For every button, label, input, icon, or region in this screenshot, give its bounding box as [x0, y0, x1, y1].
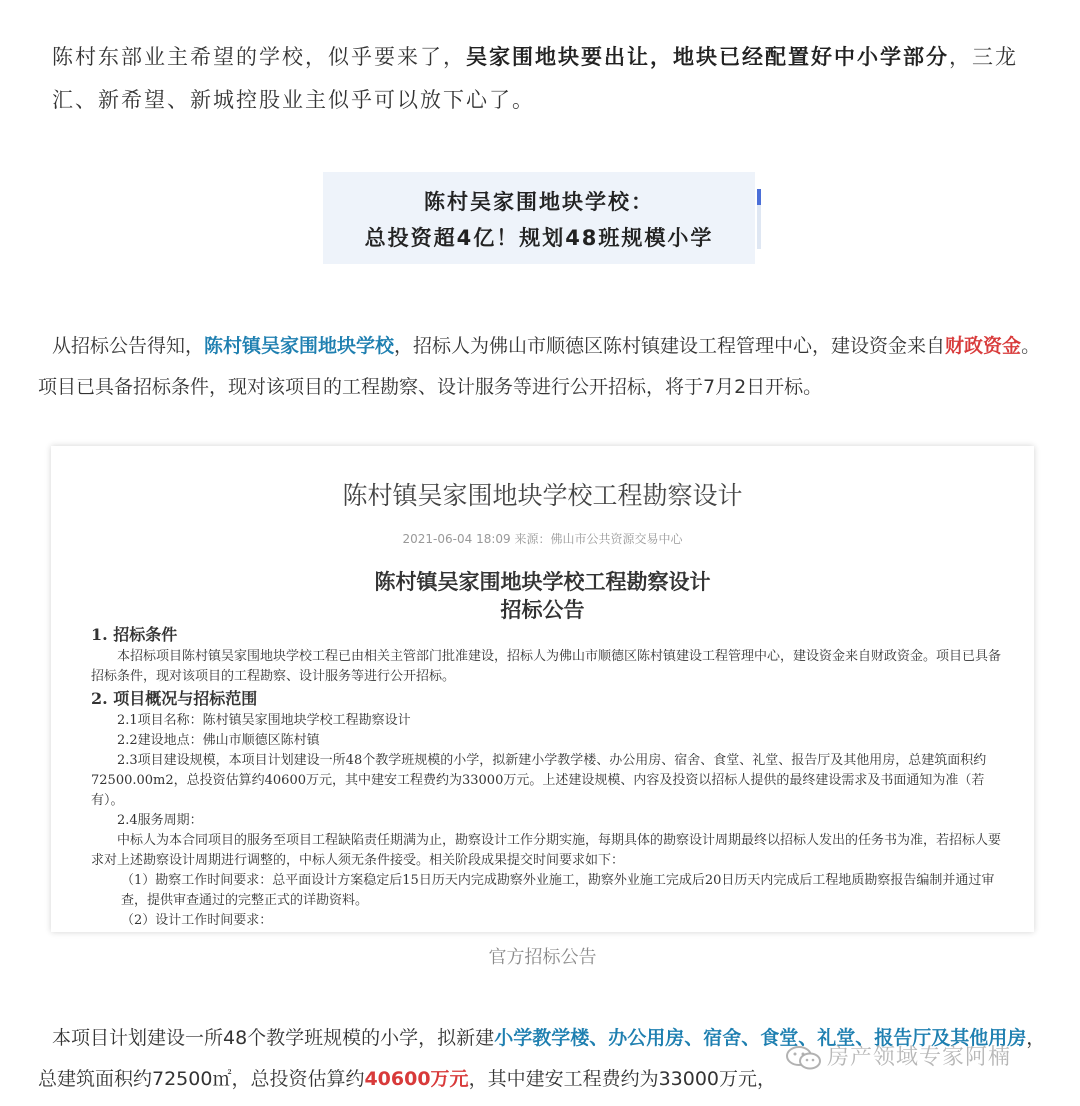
- section-heading-line1: 陈村吴家围地块学校：: [424, 190, 654, 214]
- para2-highlight-funds: 财政资金: [945, 335, 1022, 357]
- doc-paragraph-1: 本招标项目陈村镇吴家围地块学校工程已由相关主管部门批准建设，招标人为佛山市顺德区陈村镇建设工程管理中心，建设资金来自财政资金。项目已具备招标条件，现对该项目的工程勘察、设计服务等进行公开招标。: [91, 649, 1002, 684]
- para3-text-2: ，总建筑面积约72500㎡，总投资估算约: [38, 1027, 1046, 1090]
- doc-meta: 2021-06-04 18:09 来源：佛山市公共资源交易中心: [402, 532, 683, 546]
- doc-section-1: 1. 招标条件: [91, 625, 178, 644]
- intro-text-bold: 吴家围地块要出让，地块已经配置好中小学部分: [466, 45, 949, 69]
- section-accent-bar: [757, 189, 761, 249]
- intro-text-b: ，三龙汇、新希望、新城控股业主似乎可以放下心了。: [52, 45, 1018, 112]
- doc-paragraph-2-4: 中标人为本合同项目的服务至项目工程缺陷责任期满为止，勘察设计工作分期实施，每期具体的勘察设计周期最终以招标人发出的任务书为准，若招标人要求对上述勘察设计周期进行调整的，中标人须无条件接受。相关阶段成果提交时间要求如下：: [91, 833, 1002, 868]
- para2-text-1: 从招标公告得知，: [52, 335, 205, 357]
- doc-paragraph-2-4-a: （1）勘察工作时间要求：总平面设计方案稳定后15日历天内完成勘察外业施工，勘察外业施工完成后20日历天内完成后工程地质勘察报告编制并通过审查，提供审查通过的完整正式的详勘资料。: [121, 873, 995, 908]
- doc-section-2: 2. 项目概况与招标范围: [91, 689, 258, 708]
- para3-text-1: 本项目计划建设一所48个教学班规模的小学，拟新建: [52, 1027, 495, 1049]
- doc-heading-1: 陈村镇吴家围地块学校工程勘察设计: [374, 569, 711, 594]
- doc-item-2-2: 2.2建设地点：佛山市顺德区陈村镇: [117, 733, 320, 748]
- section-heading-box: [323, 172, 755, 264]
- watermark-text: 房产领域专家阿楠: [827, 1045, 1012, 1070]
- wechat-icon: [785, 1045, 823, 1071]
- para3-highlight-investment: 40600万元: [364, 1068, 469, 1090]
- para3-text-3: ，其中建安工程费约为33000万元，: [468, 1068, 777, 1090]
- doc-body: [91, 623, 1001, 931]
- doc-heading-2: 招标公告: [500, 597, 585, 622]
- para2-highlight-school: 陈村镇吴家围地块学校: [204, 335, 395, 357]
- para2-text-2: ，招标人为佛山市顺德区陈村镇建设工程管理中心，建设资金来自: [394, 335, 946, 357]
- watermark: [785, 1040, 1011, 1071]
- doc-item-2-4: 2.4服务周期：: [117, 813, 203, 828]
- image-caption: 官方招标公告: [488, 947, 597, 968]
- body-paragraph-2: [38, 326, 1053, 408]
- doc-paragraph-2-4-b: （2）设计工作时间要求：: [121, 913, 273, 928]
- tender-notice-image: [51, 446, 1034, 932]
- para2-text-3: 。项目已具备招标条件，现对该项目的工程勘察、设计服务等进行公开招标，将于7月2日开标。: [38, 335, 1041, 398]
- doc-item-2-1: 2.1项目名称：陈村镇吴家围地块学校工程勘察设计: [117, 713, 411, 728]
- para3-highlight-buildings: 小学教学楼、办公用房、宿舍、食堂、礼堂、报告厅及其他用房: [494, 1027, 1027, 1049]
- section-heading-line2: 总投资超4亿！规划48班规模小学: [364, 226, 714, 250]
- intro-text-a: 陈村东部业主希望的学校，似乎要来了，: [52, 45, 466, 69]
- doc-title: 陈村镇吴家围地块学校工程勘察设计: [342, 481, 743, 510]
- intro-paragraph: [52, 36, 1042, 122]
- doc-item-2-3: 2.3项目建设规模，本项目计划建设一所48个教学班规模的小学，拟新建小学教学楼、办公用房、宿舍、食堂、礼堂、报告厅及其他用房，总建筑面积约72500.00m2，总投资估算约40600万元，其中建安工程费约为33000万元。上述建设规模、内容及投资以招标人提供的最终建设需求及书面通知为准（若有）。: [91, 753, 987, 808]
